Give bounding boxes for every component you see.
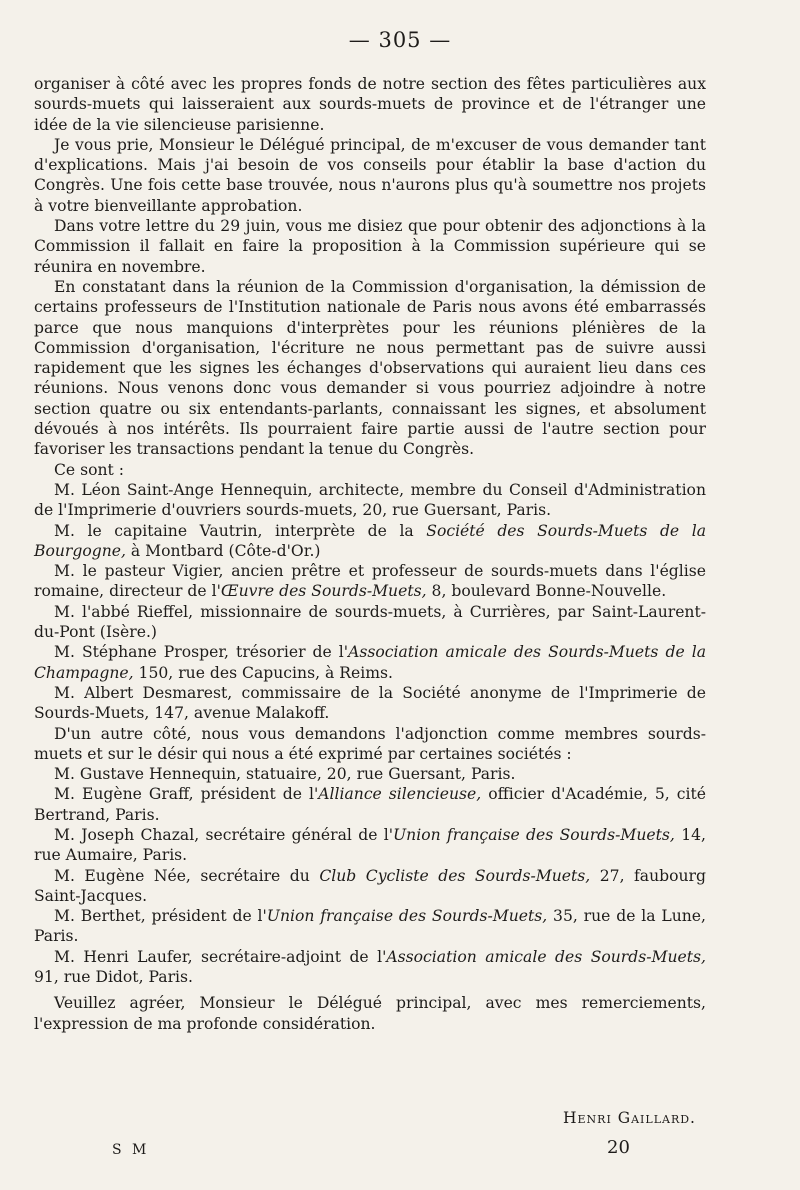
paragraph: Veuillez agréer, Monsieur le Délégué principal, avec mes remerciements, l'expression de ma profonde considération. (34, 994, 706, 1033)
paragraph-text: 8, boulevard Bonne-Nouvelle. (426, 582, 667, 601)
organization-name: Œuvre des Sourds-Muets, (220, 582, 427, 601)
paragraph-text: M. Stéphane Prosper, trésorier de l' (54, 643, 349, 662)
paragraph-text: M. Eugène Née, secrétaire du (54, 866, 320, 885)
paragraph (34, 784, 706, 825)
paragraph: D'un autre côté, nous vous demandons l'adjonction comme membres sourds-muets et sur le désir qui nous a été exprimé par certaines sociétés : (34, 724, 706, 763)
paragraph-text: M. le pasteur Vigier, ancien prêtre et professeur de sourds-muets dans l'église romaine, directeur de l' (34, 562, 706, 601)
paragraph (34, 561, 706, 602)
paragraph: M. Albert Desmarest, commissaire de la Société anonyme de l'Imprimerie de Sourds-Muets, 147, avenue Malakoff. (34, 683, 706, 723)
paragraph: Je vous prie, Monsieur le Délégué principal, de m'excuser de vous demander tant d'explications. Mais j'ai besoin de vos conseils pour établir la base d'action du Congrès. Une fois cette base trouvée, nous n'aurons plus qu'à soumettre nos projets à votre bienveillante approbation. (34, 135, 706, 215)
paragraph: M. Léon Saint-Ange Hennequin, architecte, membre du Conseil d'Administration de l'Imprimerie d'ouvriers sourds-muets, 20, rue Guersant, Paris. (34, 480, 706, 520)
signature-last-name: Gaillard. (617, 1109, 696, 1127)
paragraph-text: 150, rue des Capucins, à Reims. (133, 663, 393, 682)
paragraph-text: M. le capitaine Vautrin, interprète de la (54, 521, 427, 540)
organization-name: Club Cycliste des Sourds-Muets, (319, 866, 591, 885)
paragraph-text: M. Berthet, président de l' (54, 907, 267, 926)
paragraph: M. Gustave Hennequin, statuaire, 20, rue Guersant, Paris. (54, 765, 516, 784)
paragraph-text: 14, rue Aumaire, Paris. (34, 825, 706, 865)
paragraph (34, 825, 706, 866)
organization-name: Alliance silencieuse, (318, 785, 482, 804)
organization-name: Association amicale des Sourds-Muets de la Champagne, (34, 643, 707, 682)
paragraph-text: 27, faubourg Saint-Jacques. (34, 866, 706, 905)
organization-name: Association amicale des Sourds-Muets, (386, 947, 706, 966)
paragraph (34, 866, 706, 907)
paragraph: Ce sont : (54, 460, 125, 479)
paragraph-text: officier d'Académie, 5, cité Bertrand, Paris. (34, 785, 706, 824)
paragraph (34, 906, 706, 947)
paragraph-text: 91, rue Didot, Paris. (34, 968, 193, 987)
paragraph: En constatant dans la réunion de la Commission d'organisation, la démission de certains professeurs de l'Institution nationale de Paris nous avons été embarrassés parce que nous manquions d'interprètes pour les réunions plénières de la Commission d'organisation, l'écriture ne nous permettant pas de suivre aussi rapidement que les signes les échanges d'observations qui auraient lieu dans ces réunions. Nous venons donc vous demander si vous pourriez adjoindre à notre section quatre ou six entendants-parlants, connaissant les signes, et absolument dévoués à nos intérêts. Ils pourraient faire partie aussi de l'autre section pour favoriser les transactions pendant la tenue du Congrès. (34, 277, 706, 459)
paragraph: organiser à côté avec les propres fonds de notre section des fêtes particulières aux sourds-muets qui laisseraient aux sourds-muets de province et de l'étranger une idée de la vie silencieuse parisienne. (34, 75, 706, 134)
sheet-number: 20 (607, 1137, 630, 1158)
paragraph-text: à Montbard (Côte-d'Or.) (125, 541, 321, 560)
paragraph-text: M. Henri Laufer, secrétaire-adjoint de l' (54, 947, 387, 966)
body-text (34, 74, 706, 1034)
paragraph (34, 947, 706, 988)
paragraph (34, 642, 706, 683)
signature (563, 1109, 696, 1127)
paragraph (34, 521, 706, 562)
paragraph-text: M. Joseph Chazal, secrétaire général de l' (54, 825, 394, 844)
signature-first-name: Henri (562, 1109, 612, 1127)
paragraph: Dans votre lettre du 29 juin, vous me disiez que pour obtenir des adjonctions à la Commission il fallait en faire la proposition à la Commission supérieure qui se réunira en novembre. (34, 217, 706, 276)
page-number: — 305 — (348, 28, 452, 52)
organization-name: Union française des Sourds-Muets, (393, 825, 675, 844)
organization-name: Union française des Sourds-Muets, (266, 907, 548, 926)
paragraph-text: M. Eugène Graff, président de l' (54, 785, 319, 804)
organization-name: Société des Sourds-Muets de la Bourgogne, (34, 521, 706, 560)
paragraph-text: 35, rue de la Lune, Paris. (34, 907, 706, 946)
paragraph: M. l'abbé Rieffel, missionnaire de sourds-muets, à Currières, par Saint-Laurent-du-Pont (Isère.) (34, 602, 706, 642)
printer-signature-mark: S M (112, 1142, 150, 1158)
